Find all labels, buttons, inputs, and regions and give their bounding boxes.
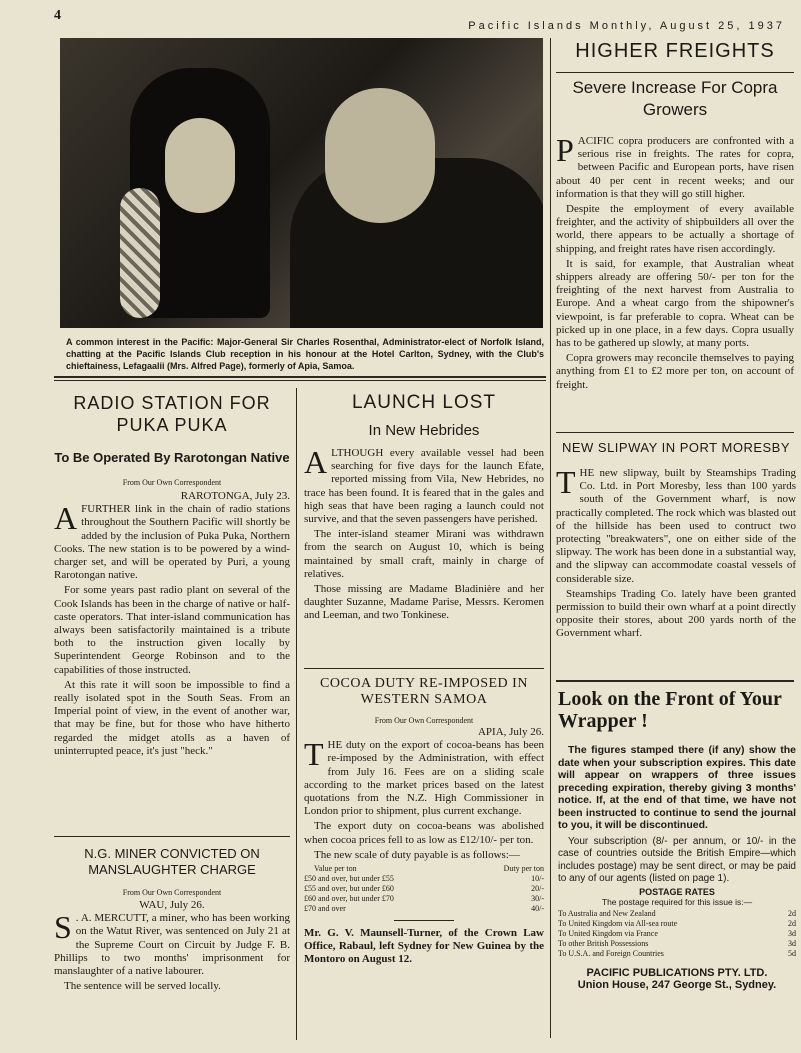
table-cell: To United Kingdom via France <box>558 928 658 938</box>
slipway-article <box>556 440 796 643</box>
table-cell: £70 and over <box>304 904 346 914</box>
man-face <box>325 88 435 223</box>
paragraph: HE new slipway, built by Steamships Trading Co. Ltd. in Port Moresby, less than 100 yards south of the Government wharf, is now practically completed. The rock which was blasted out of the hillside has been used to contruct two protecting "breakwaters", one on either side of the slipway. The work has been done in a substantial way, and the slipway can accommodate coastal vessels of considerable size. <box>556 467 796 585</box>
paragraph: HE duty on the export of cocoa-beans has been re-imposed by the Administration, with effect from July 16. Fees are on a sliding scale according to the market prices based on the latest quotations from the N.Z. High Commissioner in London prior to shipment, plus current exchange. <box>304 739 544 818</box>
radio-article <box>54 392 290 760</box>
divider <box>54 836 290 837</box>
byline: From Our Own Correspondent <box>122 478 222 487</box>
slipway-headline: NEW SLIPWAY IN PORT MORESBY <box>561 440 791 455</box>
paragraph: The sentence will be served locally. <box>64 980 221 993</box>
table-cell: 10/- <box>531 874 544 884</box>
paragraph: Despite the employment of every available freighter, and the activity of shipbuilders all over the world, there appears to be actually a shortage of shipping, and freight rates have risen accordingly. <box>556 203 794 255</box>
table-cell: To other British Possessions <box>558 938 649 948</box>
column-rule <box>296 388 297 1040</box>
divider <box>54 376 546 378</box>
drop-cap: T <box>304 736 324 773</box>
column-header: Duty per ton <box>503 864 544 874</box>
divider <box>556 680 794 682</box>
launch-subhead: In New Hebrides <box>368 422 480 439</box>
paragraph: For some years past radio plant on several of the Cook Islands has been in the charge of native or half-caste operators. That inter-island communication has always been satisfactorily maintained is a tribute both to the instruction given locally by Superintendent George Robinson and to the capabilities of those instructed. <box>54 584 290 676</box>
table-row <box>304 894 544 904</box>
dateline: APIA, July 26. <box>477 726 544 738</box>
table-cell: 20/- <box>531 884 544 894</box>
byline: From Our Own Correspondent <box>374 716 474 725</box>
radio-subhead: To Be Operated By Rarotongan Native <box>54 450 290 465</box>
launch-article <box>304 392 544 625</box>
postage-title: POSTAGE RATES <box>639 886 715 897</box>
byline: From Our Own Correspondent <box>122 888 222 897</box>
miner-headline: N.G. MINER CONVICTED ON MANSLAUGHTER CHARGE <box>84 846 260 877</box>
wrapper-bold-text: The figures stamped there (if any) show the date when your subscription expires. This date will appear on wrappers of three issues preceding expiration, thereby giving 3 months' notice. If, at the end of that time, we have not been instructed to continue to send the journal to you, it will be discontinued. <box>558 744 796 831</box>
dateline: WAU, July 26. <box>139 899 205 911</box>
column-rule <box>550 38 551 1038</box>
table-cell: 2d <box>788 918 796 928</box>
table-cell: £50 and over, but under £55 <box>304 874 394 884</box>
wrapper-headline: Look on the Front of Your Wrapper ! <box>558 688 782 732</box>
drop-cap: A <box>304 444 328 480</box>
publication-header: Pacific Islands Monthly, August 25, 1937 <box>468 20 785 32</box>
photo-caption: A common interest in the Pacific: Major-General Sir Charles Rosenthal, Administrator-elect of Norfolk Island, chatting at the Pacific Islands Club reception in his honour at the Hotel Carlton, Sydney, with the Club's chieftainess, Lefagaalii (Mrs. Alfred Page), formerly of Apia, Samoa. <box>66 337 544 371</box>
publisher-address: Union House, 247 George St., Sydney. <box>577 978 777 991</box>
duty-table <box>304 864 544 914</box>
table-cell: 2d <box>788 908 796 918</box>
launch-headline: LAUNCH LOST <box>351 392 497 413</box>
table-cell: 3d <box>788 928 796 938</box>
divider <box>394 920 454 921</box>
table-cell: 3d <box>788 938 796 948</box>
wrapper-notice <box>558 688 796 991</box>
table-cell: To Australia and New Zealand <box>558 908 656 918</box>
cocoa-headline: COCOA DUTY RE-IMPOSED IN WESTERN SAMOA <box>320 676 528 707</box>
radio-headline: RADIO STATION FOR PUKA PUKA <box>73 393 271 435</box>
table-cell: 40/- <box>531 904 544 914</box>
paragraph: ACIFIC copra producers are confronted with a serious rise in freights. The rates for copra, between Pacific and European ports, have risen about 40 per cent in recent weeks; and our information is that they will go still higher. <box>556 135 794 200</box>
drop-cap: A <box>54 500 78 537</box>
table-row <box>558 929 796 939</box>
divider <box>54 380 546 381</box>
paragraph: Copra growers may reconcile themselves to paying anything from £1 to £2 more per ton, on account of freight. <box>556 352 794 391</box>
paragraph: The new scale of duty payable is as follows:— <box>314 848 520 861</box>
table-row <box>558 919 796 929</box>
paragraph: At this rate it will soon be impossible to find a really isolated spot in the South Seas. From an Imperial point of view, in the event of another war, that may be fine, but for those who have hitherto regarded the midget atolls as a haven of uninterrupted peace, it's just "heck." <box>54 678 290 757</box>
drop-cap: P <box>556 132 574 168</box>
paragraph: FURTHER link in the chain of radio stations throughout the Southern Pacific will shortly be added by the inclusion of Puka Puka, Northern Cooks. The new station is to be powered by a wind-charger set, and will be operated by Puri, a young Rarotongan native. <box>54 503 290 582</box>
column-header: Value per ton <box>314 864 357 874</box>
table-row <box>558 939 796 949</box>
table-row <box>558 909 796 919</box>
paragraph: . A. MERCUTT, a miner, who has been working on the Watut River, was sentenced on July 21 at the Supreme Court on Circuit by Judge F. B. Phillips to two months' imprisonment for manslaughter of a native labourer. <box>54 912 290 978</box>
freights-article <box>556 40 794 394</box>
divider <box>556 72 794 73</box>
table-cell: £60 and over, but under £70 <box>304 894 394 904</box>
divider <box>304 668 544 669</box>
table-cell: £55 and over, but under £60 <box>304 884 394 894</box>
paragraph: LTHOUGH every available vessel had been searching for five days for the launch Efate, reported missing from Vila, New Hebrides, no trace has been found. It is feared that in the gales and high seas that have been raging a launch could not survive, and that the seven passengers have perished. <box>304 447 544 526</box>
table-row <box>558 949 796 959</box>
photo <box>60 38 543 328</box>
cocoa-article <box>304 676 544 967</box>
table-row <box>304 904 544 914</box>
miner-article <box>54 846 290 995</box>
page-number: 4 <box>54 8 61 23</box>
table-cell: To U.S.A. and Foreign Countries <box>558 948 664 958</box>
table-cell: 30/- <box>531 894 544 904</box>
woman-face <box>165 118 235 213</box>
publisher-name: PACIFIC PUBLICATIONS PTY. LTD. <box>586 966 768 979</box>
drop-cap: S <box>54 909 72 946</box>
divider <box>556 432 794 433</box>
freights-headline: HIGHER FREIGHTS <box>575 40 775 62</box>
flower-lei <box>120 188 160 318</box>
freights-subhead: Severe Increase For Copra Growers <box>572 78 778 119</box>
paragraph: Steamships Trading Co. lately have been granted permission to build their own wharf at a point directly opposite their stores, about 200 yards north of the Government wharf. <box>556 587 796 640</box>
postage-subtitle: The postage required for this issue is:— <box>601 896 753 907</box>
dateline: RAROTONGA, July 23. <box>180 490 290 502</box>
table-cell: 5d <box>788 948 796 958</box>
table-row <box>304 874 544 884</box>
table-cell: To United Kingdom via All-sea route <box>558 918 678 928</box>
table-row <box>304 884 544 894</box>
footnote: Mr. G. V. Maunsell-Turner, of the Crown Law Office, Rabaul, left Sydney for New Guinea by the Montoro on August 12. <box>304 927 544 966</box>
paragraph: It is said, for example, that Australian wheat shippers already are offering 50/- per ton for the freighting of the next harvest from Australia to Europe. And a wheat cargo from the shipowner's viewpoint, is far preferable to copra. Wheat can be picked up in one place, in a few days. Copra usually has to be gathered up slowly, at many ports. <box>556 257 794 350</box>
paragraph: Those missing are Madame Bladinière and her daughter Suzanne, Madame Parise, Messrs. Keromen and Leeman, and two Tonkinese. <box>304 583 544 622</box>
paragraph: The export duty on cocoa-beans was abolished when cocoa prices fell to as low as £12/10/- per ton. <box>304 820 544 846</box>
postage-table <box>558 909 796 959</box>
paragraph: The inter-island steamer Mirani was withdrawn from the search on August 10, which is being maintained by small craft, mainly in charge of relatives. <box>304 528 544 580</box>
wrapper-subscription-text: Your subscription (8/- per annum, or 10/- in the case of countries outside the British Empire—which includes postage) may be sent direct, or may be paid to any of our agents (listed on page 1). <box>558 835 796 884</box>
drop-cap: T <box>556 464 576 500</box>
